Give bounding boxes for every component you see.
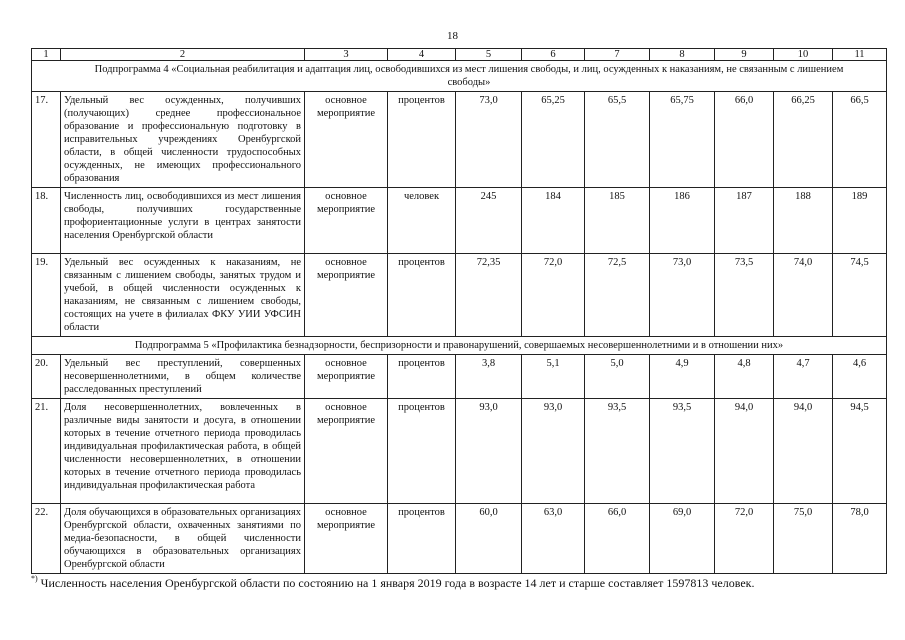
indicator-description: Удельный вес осужденных к наказаниям, не связанным с лишением свободы, занятых трудом и учебой, в общей численности осужденных к наказаниям, не связанным с лишением свободы, состоящих на учете в филиалах ФКУ УИИ УФСИН области: [61, 254, 305, 337]
indicators-table: [31, 48, 887, 574]
value-cell: 5,0: [585, 355, 650, 399]
value-cell: 184: [522, 188, 585, 254]
value-cell: 93,0: [522, 399, 585, 504]
row-number: 22.: [32, 504, 61, 574]
header-cell: 11: [833, 49, 887, 61]
value-cell: 66,25: [774, 92, 833, 188]
measure-type: основное мероприятие: [305, 188, 388, 254]
value-cell: 66,5: [833, 92, 887, 188]
value-cell: 94,0: [715, 399, 774, 504]
row-number: 21.: [32, 399, 61, 504]
unit: человек: [388, 188, 456, 254]
measure-type: основное мероприятие: [305, 504, 388, 574]
value-cell: 93,5: [585, 399, 650, 504]
value-cell: 69,0: [650, 504, 715, 574]
subprogram-row: [32, 61, 887, 92]
footnote-mark: *): [31, 574, 38, 583]
value-cell: 4,6: [833, 355, 887, 399]
header-cell: 6: [522, 49, 585, 61]
value-cell: 187: [715, 188, 774, 254]
value-cell: 4,9: [650, 355, 715, 399]
indicator-description: Доля обучающихся в образовательных организациях Оренбургской области, охваченных занятиями по медиа-безопасности, в общей численности обучающихся в образовательных организациях Оренбургской области: [61, 504, 305, 574]
unit: процентов: [388, 254, 456, 337]
header-cell: 8: [650, 49, 715, 61]
value-cell: 94,0: [774, 399, 833, 504]
value-cell: 3,8: [456, 355, 522, 399]
value-cell: 72,5: [585, 254, 650, 337]
header-cell: 4: [388, 49, 456, 61]
header-cell: 7: [585, 49, 650, 61]
header-cell: 1: [32, 49, 61, 61]
value-cell: 74,0: [774, 254, 833, 337]
unit: процентов: [388, 92, 456, 188]
row-number: 20.: [32, 355, 61, 399]
value-cell: 72,0: [715, 504, 774, 574]
value-cell: 245: [456, 188, 522, 254]
value-cell: 66,0: [715, 92, 774, 188]
value-cell: 72,0: [522, 254, 585, 337]
header-cell: 5: [456, 49, 522, 61]
value-cell: 189: [833, 188, 887, 254]
unit: процентов: [388, 399, 456, 504]
header-cell: 9: [715, 49, 774, 61]
value-cell: 74,5: [833, 254, 887, 337]
value-cell: 186: [650, 188, 715, 254]
value-cell: 60,0: [456, 504, 522, 574]
value-cell: 4,8: [715, 355, 774, 399]
row-number: 19.: [32, 254, 61, 337]
subprogram-4-title: Подпрограмма 4 «Социальная реабилитация и адаптация лиц, освободившихся из мест лишения свободы, и лиц, осужденных к наказаниям, не связанным с лишением свободы»: [32, 61, 887, 92]
indicator-description: Доля несовершеннолетних, вовлеченных в различные виды занятости и досуга, в отношении которых в течение отчетного периода проводилась индивидуальная профилактическая работа, в общей численности несовершеннолетних, в отношении которых в течение отчетного периода проводилась индивидуальная профилактическая работа: [61, 399, 305, 504]
value-cell: 65,75: [650, 92, 715, 188]
header-cell: 2: [61, 49, 305, 61]
page-number: 18: [447, 30, 458, 42]
value-cell: 185: [585, 188, 650, 254]
measure-type: основное мероприятие: [305, 355, 388, 399]
table-row: [32, 254, 887, 337]
value-cell: 72,35: [456, 254, 522, 337]
table-row: [32, 188, 887, 254]
value-cell: 73,5: [715, 254, 774, 337]
indicator-description: Удельный вес преступлений, совершенных несовершеннолетними, в общем количестве расследованных преступлений: [61, 355, 305, 399]
value-cell: 65,5: [585, 92, 650, 188]
value-cell: 4,7: [774, 355, 833, 399]
value-cell: 73,0: [650, 254, 715, 337]
value-cell: 94,5: [833, 399, 887, 504]
value-cell: 5,1: [522, 355, 585, 399]
header-row: [32, 49, 887, 61]
value-cell: 75,0: [774, 504, 833, 574]
value-cell: 93,5: [650, 399, 715, 504]
value-cell: 65,25: [522, 92, 585, 188]
footnote-text: Численность населения Оренбургской области по состоянию на 1 января 2019 года в возрасте 14 лет и старше составляет 1597813 человек.: [40, 576, 755, 590]
measure-type: основное мероприятие: [305, 399, 388, 504]
value-cell: 73,0: [456, 92, 522, 188]
unit: процентов: [388, 504, 456, 574]
header-cell: 10: [774, 49, 833, 61]
value-cell: 66,0: [585, 504, 650, 574]
table-row: [32, 355, 887, 399]
measure-type: основное мероприятие: [305, 92, 388, 188]
footnote: [31, 576, 754, 591]
measure-type: основное мероприятие: [305, 254, 388, 337]
row-number: 18.: [32, 188, 61, 254]
row-number: 17.: [32, 92, 61, 188]
value-cell: 93,0: [456, 399, 522, 504]
subprogram-5-title: Подпрограмма 5 «Профилактика безнадзорности, беспризорности и правонарушений, совершаемых несовершеннолетними и в отношении них»: [32, 337, 887, 355]
header-cell: 3: [305, 49, 388, 61]
value-cell: 188: [774, 188, 833, 254]
value-cell: 78,0: [833, 504, 887, 574]
table-row: [32, 92, 887, 188]
value-cell: 63,0: [522, 504, 585, 574]
subprogram-row: [32, 337, 887, 355]
table-row: [32, 399, 887, 504]
indicator-description: Удельный вес осужденных, получивших (получающих) среднее профессиональное образование и профессиональную подготовку в исправительных учреждениях Оренбургской области, в общей численности трудоспособных осужденных, не имеющих профессионального образования: [61, 92, 305, 188]
unit: процентов: [388, 355, 456, 399]
indicator-description: Численность лиц, освободившихся из мест лишения свободы, получивших государственные профориентационные услуги в центрах занятости населения Оренбургской области: [61, 188, 305, 254]
table-row: [32, 504, 887, 574]
